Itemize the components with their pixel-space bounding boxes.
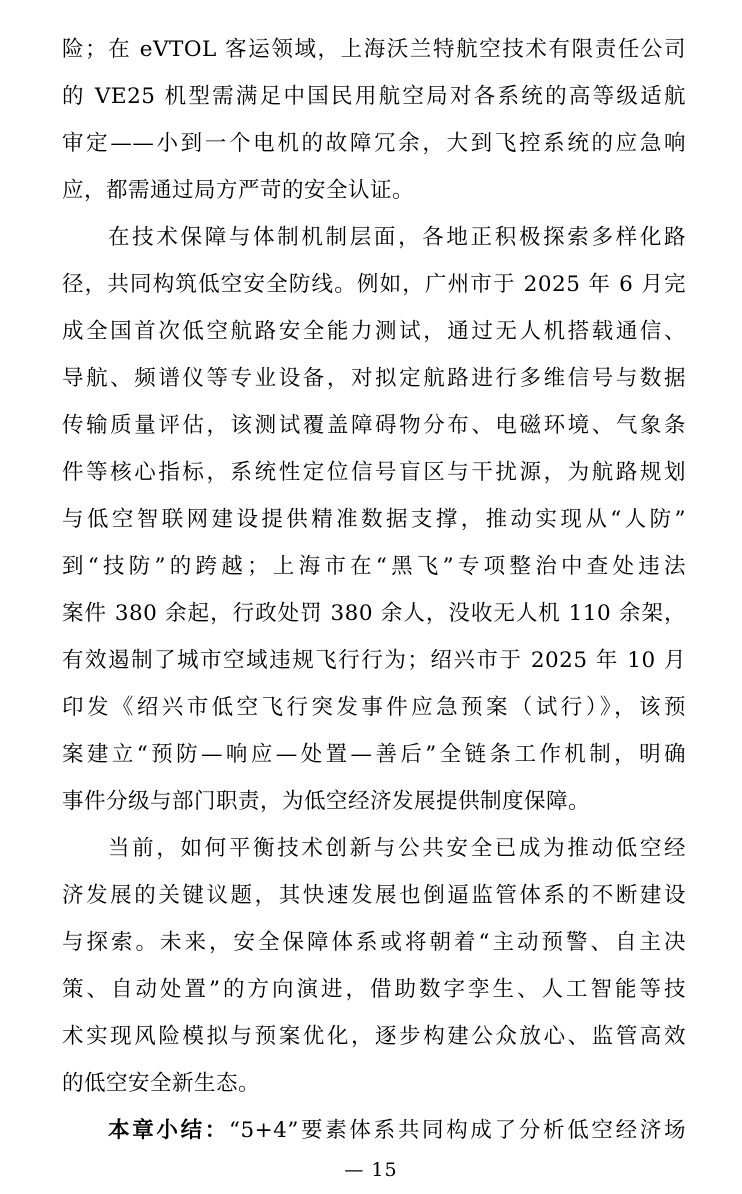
paragraph-line: 成全国首次低空航路安全能力测试，通过无人机搭载通信、 bbox=[62, 319, 686, 344]
paragraph-line: 应，都需通过局方严苛的安全认证。 bbox=[62, 178, 415, 203]
paragraph-line: 的低空安全新生态。 bbox=[62, 1071, 261, 1096]
paragraph-line: 的 VE25 机型需满足中国民用航空局对各系统的高等级适航 bbox=[62, 84, 686, 109]
page-number: — 15 bbox=[344, 1159, 398, 1181]
chapter-summary-label: 本章小结： bbox=[108, 1118, 229, 1143]
paragraph-line: 有效遏制了城市空域违规飞行行为；绍兴市于 2025 年 10 月 bbox=[62, 648, 686, 673]
chapter-summary-line bbox=[108, 1114, 686, 1148]
paragraph-line: 与低空智联网建设提供精准数据支撑，推动实现从“人防” bbox=[62, 507, 686, 532]
paragraph-line: 术实现风险模拟与预案优化，逐步构建公众放心、监管高效 bbox=[62, 1024, 686, 1049]
paragraph-line: 到“技防”的跨越；上海市在“黑飞”专项整治中查处违法 bbox=[62, 554, 686, 579]
paragraph-line: 审定——小到一个电机的故障冗余，大到飞控系统的应急响 bbox=[62, 131, 686, 156]
paragraph-line: 在技术保障与体制机制层面，各地正积极探索多样化路 bbox=[108, 225, 686, 250]
paragraph-line: 印发《绍兴市低空飞行突发事件应急预案（试行）》，该预 bbox=[62, 695, 686, 720]
paragraph-line: 案建立“预防—响应—处置—善后”全链条工作机制，明确 bbox=[62, 742, 686, 767]
chapter-summary-text: “5+4”要素体系共同构成了分析低空经济场 bbox=[228, 1118, 686, 1143]
paragraph-line: 与探索。未来，安全保障体系或将朝着“主动预警、自主决 bbox=[62, 930, 686, 955]
paragraph-line: 传输质量评估，该测试覆盖障碍物分布、电磁环境、气象条 bbox=[62, 413, 686, 438]
paragraph-line: 当前，如何平衡技术创新与公共安全已成为推动低空经 bbox=[108, 836, 686, 861]
paragraph-line: 险；在 eVTOL 客运领域，上海沃兰特航空技术有限责任公司 bbox=[62, 37, 686, 62]
paragraph-line: 件等核心指标，系统性定位信号盲区与干扰源，为航路规划 bbox=[62, 460, 686, 485]
paragraph-line: 策、自动处置”的方向演进，借助数字孪生、人工智能等技 bbox=[62, 977, 686, 1002]
paragraph-line: 导航、频谱仪等专业设备，对拟定航路进行多维信号与数据 bbox=[62, 366, 686, 391]
paragraph-line: 事件分级与部门职责，为低空经济发展提供制度保障。 bbox=[62, 789, 591, 814]
paragraph-line: 济发展的关键议题，其快速发展也倒逼监管体系的不断建设 bbox=[62, 883, 686, 908]
paragraph-line: 案件 380 余起，行政处罚 380 余人，没收无人机 110 余架， bbox=[62, 601, 686, 626]
paragraph-line: 径，共同构筑低空安全防线。例如，广州市于 2025 年 6 月完 bbox=[62, 272, 686, 297]
